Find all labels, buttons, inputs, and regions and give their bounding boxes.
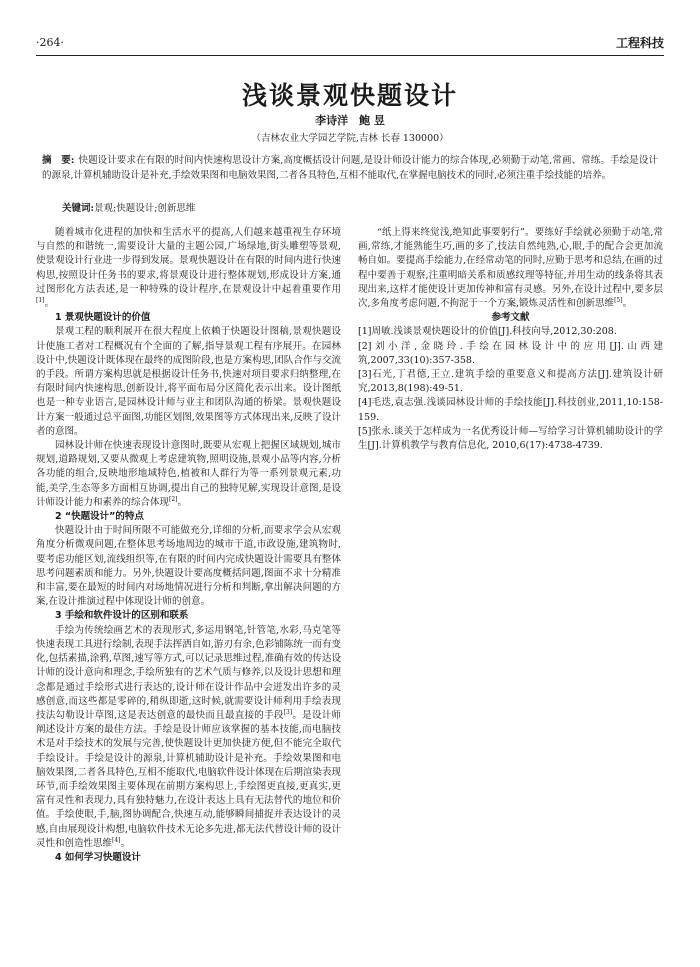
reference-item: [4]毛迭,袁志强.浅谈园林设计师的手绘技能[J].科技创业,2011,10:158-159.	[358, 397, 663, 423]
keywords-label: 关键词:	[62, 203, 95, 214]
section-3-heading: 3 手绘和软件设计的区别和联系	[55, 610, 189, 622]
section-4-heading: 4 如何学习快题设计	[55, 851, 141, 863]
section-2-paragraph: 快题设计由于时间所限不可能做充分,详细的分析,而要求学会从宏观角度分析微观问题,在整体思考场地周边的城市干道,市政设施,建筑物时,要考虑功能区划,流线组织等,在有限的时间内完成快题设计需要具有整体思考问题素质和能力。另外,快题设计要高度概括问题,图面不求十分精准和丰富,要在最短的时间内对场地情况进行分析和判断,拿出解决问题的方案,在设计推演过程中体现设计师的创意。	[36, 525, 341, 608]
section-2-heading: 2 “快题设计”的特点	[55, 511, 144, 523]
left-column	[36, 226, 341, 865]
page-number: ·264·	[36, 36, 64, 49]
running-header	[36, 32, 664, 52]
section-1-heading: 1 景观快题设计的价值	[55, 312, 151, 324]
section-1-paragraph-1: 景观工程的顺利展开在很大程度上依赖于快题设计图稿,景观快题设计使施工者对工程概况有个全面的了解,指导景观工程有序展开。在园林设计中,快题设计既体现在最终的成图阶段,也是方案构思,团队合作与交流的手段。所谓方案构思就是根据设计任务书,快速对项目要求归纳整理,在有限时间内快速构思,创新设计,将平面布局分区简化表示出来。设计图纸也是一种专业语言,是园林设计师与业主和团队沟通的桥梁。景观快题设计方案一般通过总平面图,功能区划图,效果图等方式体现出来,反映了设计者的意图。	[36, 326, 341, 437]
abstract	[42, 154, 658, 183]
paper-affiliation: （吉林农业大学园艺学院,吉林 长春 130000）	[251, 133, 449, 144]
reference-item: [1]周敏.浅谈景观快题设计的价值[J].科技向导,2012,30:208.	[358, 326, 617, 338]
reference-item: [2]刘小洋,金晓玲.手绘在园林设计中的应用[J].山西建筑,2007,33(10):357-358.	[358, 340, 663, 366]
section-4-paragraph: “纸上得来终觉浅,绝知此事要躬行”。要练好手绘就必须勤于动笔,常画,常练,才能熟能生巧,画的多了,技法自然纯熟,心,眼,手的配合会更加流畅自如。要提高手绘能力,在经常动笔的同时,应勤于思考和总结,在画的过程中要善于观察,注重明暗关系和质感纹理等特征,并用生动的线条将其表现出来,这样才能使设计更加传神和富有灵感。另外,在设计过程中,要多层次,多角度考虑问题,不拘泥于一个方案,锻炼灵活性和创新思维[5]。	[358, 227, 663, 310]
paper-authors: 李诗洋 鲍 昱	[315, 114, 385, 127]
references-list	[358, 325, 663, 453]
journal-name: 工程科技	[615, 36, 664, 50]
right-column	[358, 226, 663, 453]
keywords-text: 景观;快题设计;创新思维	[94, 203, 196, 214]
section-1-paragraph-2: 园林设计师在快速表现设计意图时,既要从宏观上把握区域规划,城市规划,道路规划,又要从微观上考虑建筑物,照明设施,景观小品等内容,分析各功能的组合,反映地形地域特色,植被和人群行为等一系列景观元素,功能,美学,生态等多方面相互协调,提出自己的独特见解,实现设计意图,是设计师设计能力和素养的综合体现[2]。	[36, 440, 341, 508]
abstract-text: 快题设计要求在有限的时间内快速构思设计方案,高度概括设计问题,是设计师设计能力的综合体现,必须勤于动笔,常画、常练。手绘是设计的源泉,计算机辅助设计是补充,手绘效果图和电脑效果图,二者各具特色,互相不能取代,在掌握电脑技术的同时,必须注重手绘技能的培养。	[42, 155, 658, 181]
intro-paragraph: 随着城市化进程的加快和生活水平的提高,人们越来越重视生存环境与自然的和谐统一,需要设计大量的主题公园,广场绿地,街头雕塑等景观,使景观设计行业进一步得到发展。景观快题设计在有限的时间内进行快速构思,按照设计任务书的要求,将景观设计进行整体规划,形成设计方案,通过图形化方法表述,是一种特殊的设计程序,在景观设计中起着重要作用[1]。	[36, 227, 341, 310]
keywords	[62, 200, 658, 214]
section-3-paragraph: 手绘为传统绘画艺术的表现形式,多运用钢笔,针管笔,水彩,马克笔等快速表现工具进行绘制,表现手法挥洒自如,游刃有余,色彩铺陈统一而有变化,包括素描,涂鸦,草图,速写等方式,可以记录思维过程,准确有效的传达设计师的设计意向和理念,手绘所独有的艺术气质与修养,以及设计思想和理念都是通过手绘形式进行表达的,设计师在设计作品中会迸发出许多的灵感创意,而这些都是零碎的,稍纵即逝,这时候,就需要设计师利用手绘表现技法勾勒设计草图,这是表达创意的最快而且最直接的手段[3]。是设计师阐述设计方案的最佳方法。手绘是设计师应该掌握的基本技能,而电脑技术是对手绘技术的发展与完善,使快题设计更加快捷方便,但不能完全取代手绘设计。手绘是设计的源泉,计算机辅助设计是补充。手绘效果图和电脑效果图,二者各具特色,互相不能取代,电脑软件设计体现在后期渲染表现环节,而手绘效果图主要体现在前期方案构思上,手绘图更直接,更真实,更富有灵性和表现力,具有独特魅力,在设计表达上具有无法替代的地位和价值。手绘使眼,手,脑,图协调配合,快速互动,能够瞬间捕捉并表达设计的灵感,自由展现设计构想,电脑软件技术无论多先进,都无法代替设计师的设计灵性和创造性思维[4]。	[36, 624, 341, 849]
reference-item: [3]石光,丁君德,王立.建筑手绘的重要意义和提高方法[J].建筑设计研究,2013,8(198):49-51.	[358, 369, 663, 395]
header-rule	[36, 55, 664, 56]
paper-title: 浅谈景观快题设计	[241, 81, 458, 110]
references-heading: 参考文献	[491, 312, 530, 324]
abstract-label: 摘 要:	[42, 155, 75, 166]
reference-item: [5]张永.谈关于怎样成为一名优秀设计师—写给学习计算机辅助设计的学生[J].计算机教学与教育信息化, 2010,6(17):4738-4739.	[358, 425, 663, 452]
